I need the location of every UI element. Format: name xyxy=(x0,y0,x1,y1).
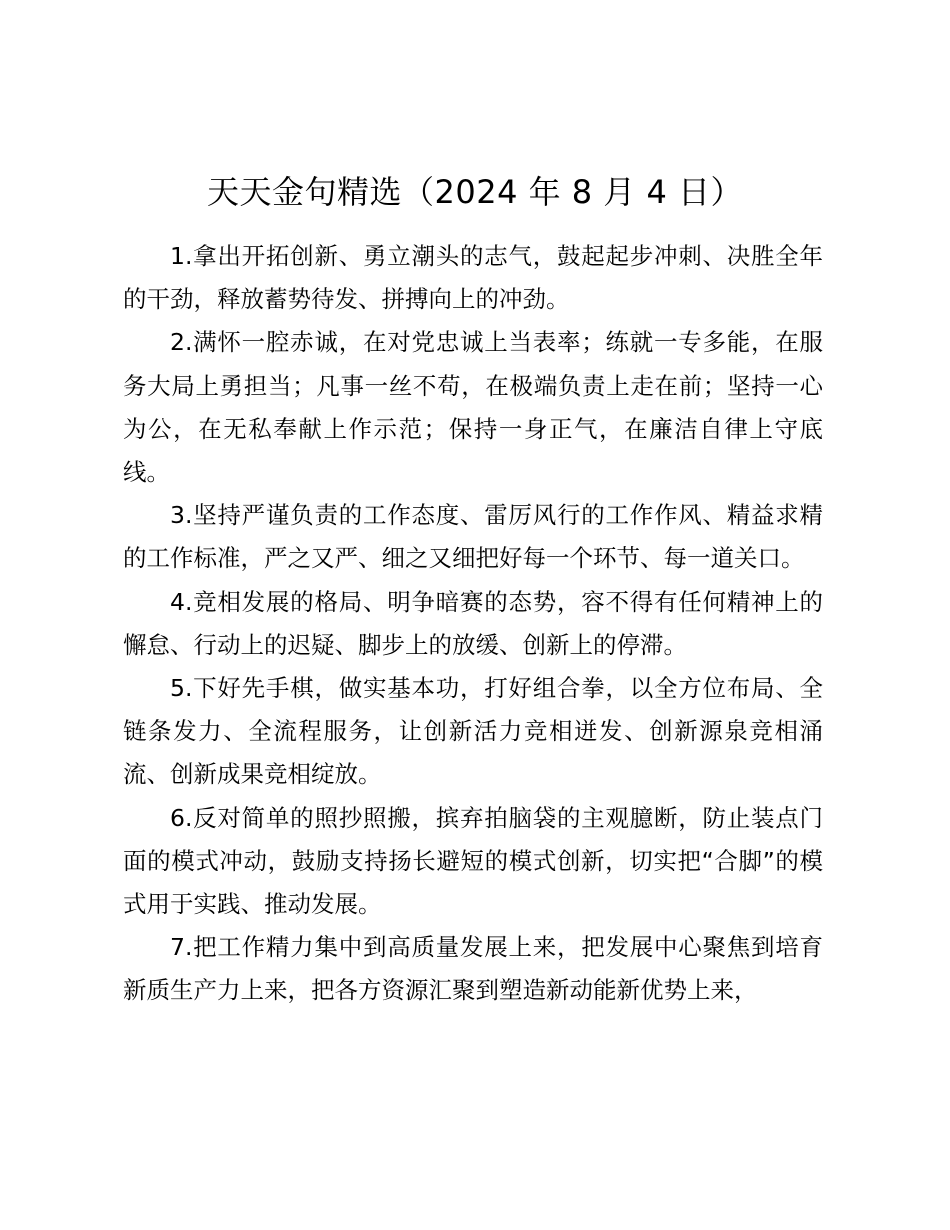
paragraph-5: 5.下好先手棋，做实基本功，打好组合拳，以全方位布局、全链条发力、全流程服务，让创新活力竞相迸发、创新源泉竞相涌流、创新成果竞相绽放。 xyxy=(123,674,823,789)
paragraph-4: 4.竞相发展的格局、明争暗赛的态势，容不得有任何精神上的懈怠、行动上的迟疑、脚步上的放缓、创新上的停滞。 xyxy=(123,587,823,659)
document-body xyxy=(123,235,823,1013)
paragraph-7: 7.把工作精力集中到高质量发展上来，把发展中心聚焦到培育新质生产力上来，把各方资源汇聚到塑造新动能新优势上来， xyxy=(123,933,823,1005)
document-title: 天天金句精选（2024 年 8 月 4 日） xyxy=(206,173,744,211)
paragraph-2: 2.满怀一腔赤诚，在对党忠诚上当表率；练就一专多能，在服务大局上勇担当；凡事一丝不苟，在极端负责上走在前；坚持一心为公，在无私奉献上作示范；保持一身正气，在廉洁自律上守底线。 xyxy=(123,328,823,487)
paragraph-1: 1.拿出开拓创新、勇立潮头的志气，鼓起起步冲刺、决胜全年的干劲，释放蓄势待发、拼搏向上的冲劲。 xyxy=(123,242,823,314)
paragraph-6: 6.反对简单的照抄照搬，摈弃拍脑袋的主观臆断，防止装点门面的模式冲动，鼓励支持扬长避短的模式创新，切实把“合脚”的模式用于实践、推动发展。 xyxy=(123,803,823,919)
paragraph-3: 3.坚持严谨负责的工作态度、雷厉风行的工作作风、精益求精的工作标准，严之又严、细之又细把好每一个环节、每一道关口。 xyxy=(123,501,823,573)
